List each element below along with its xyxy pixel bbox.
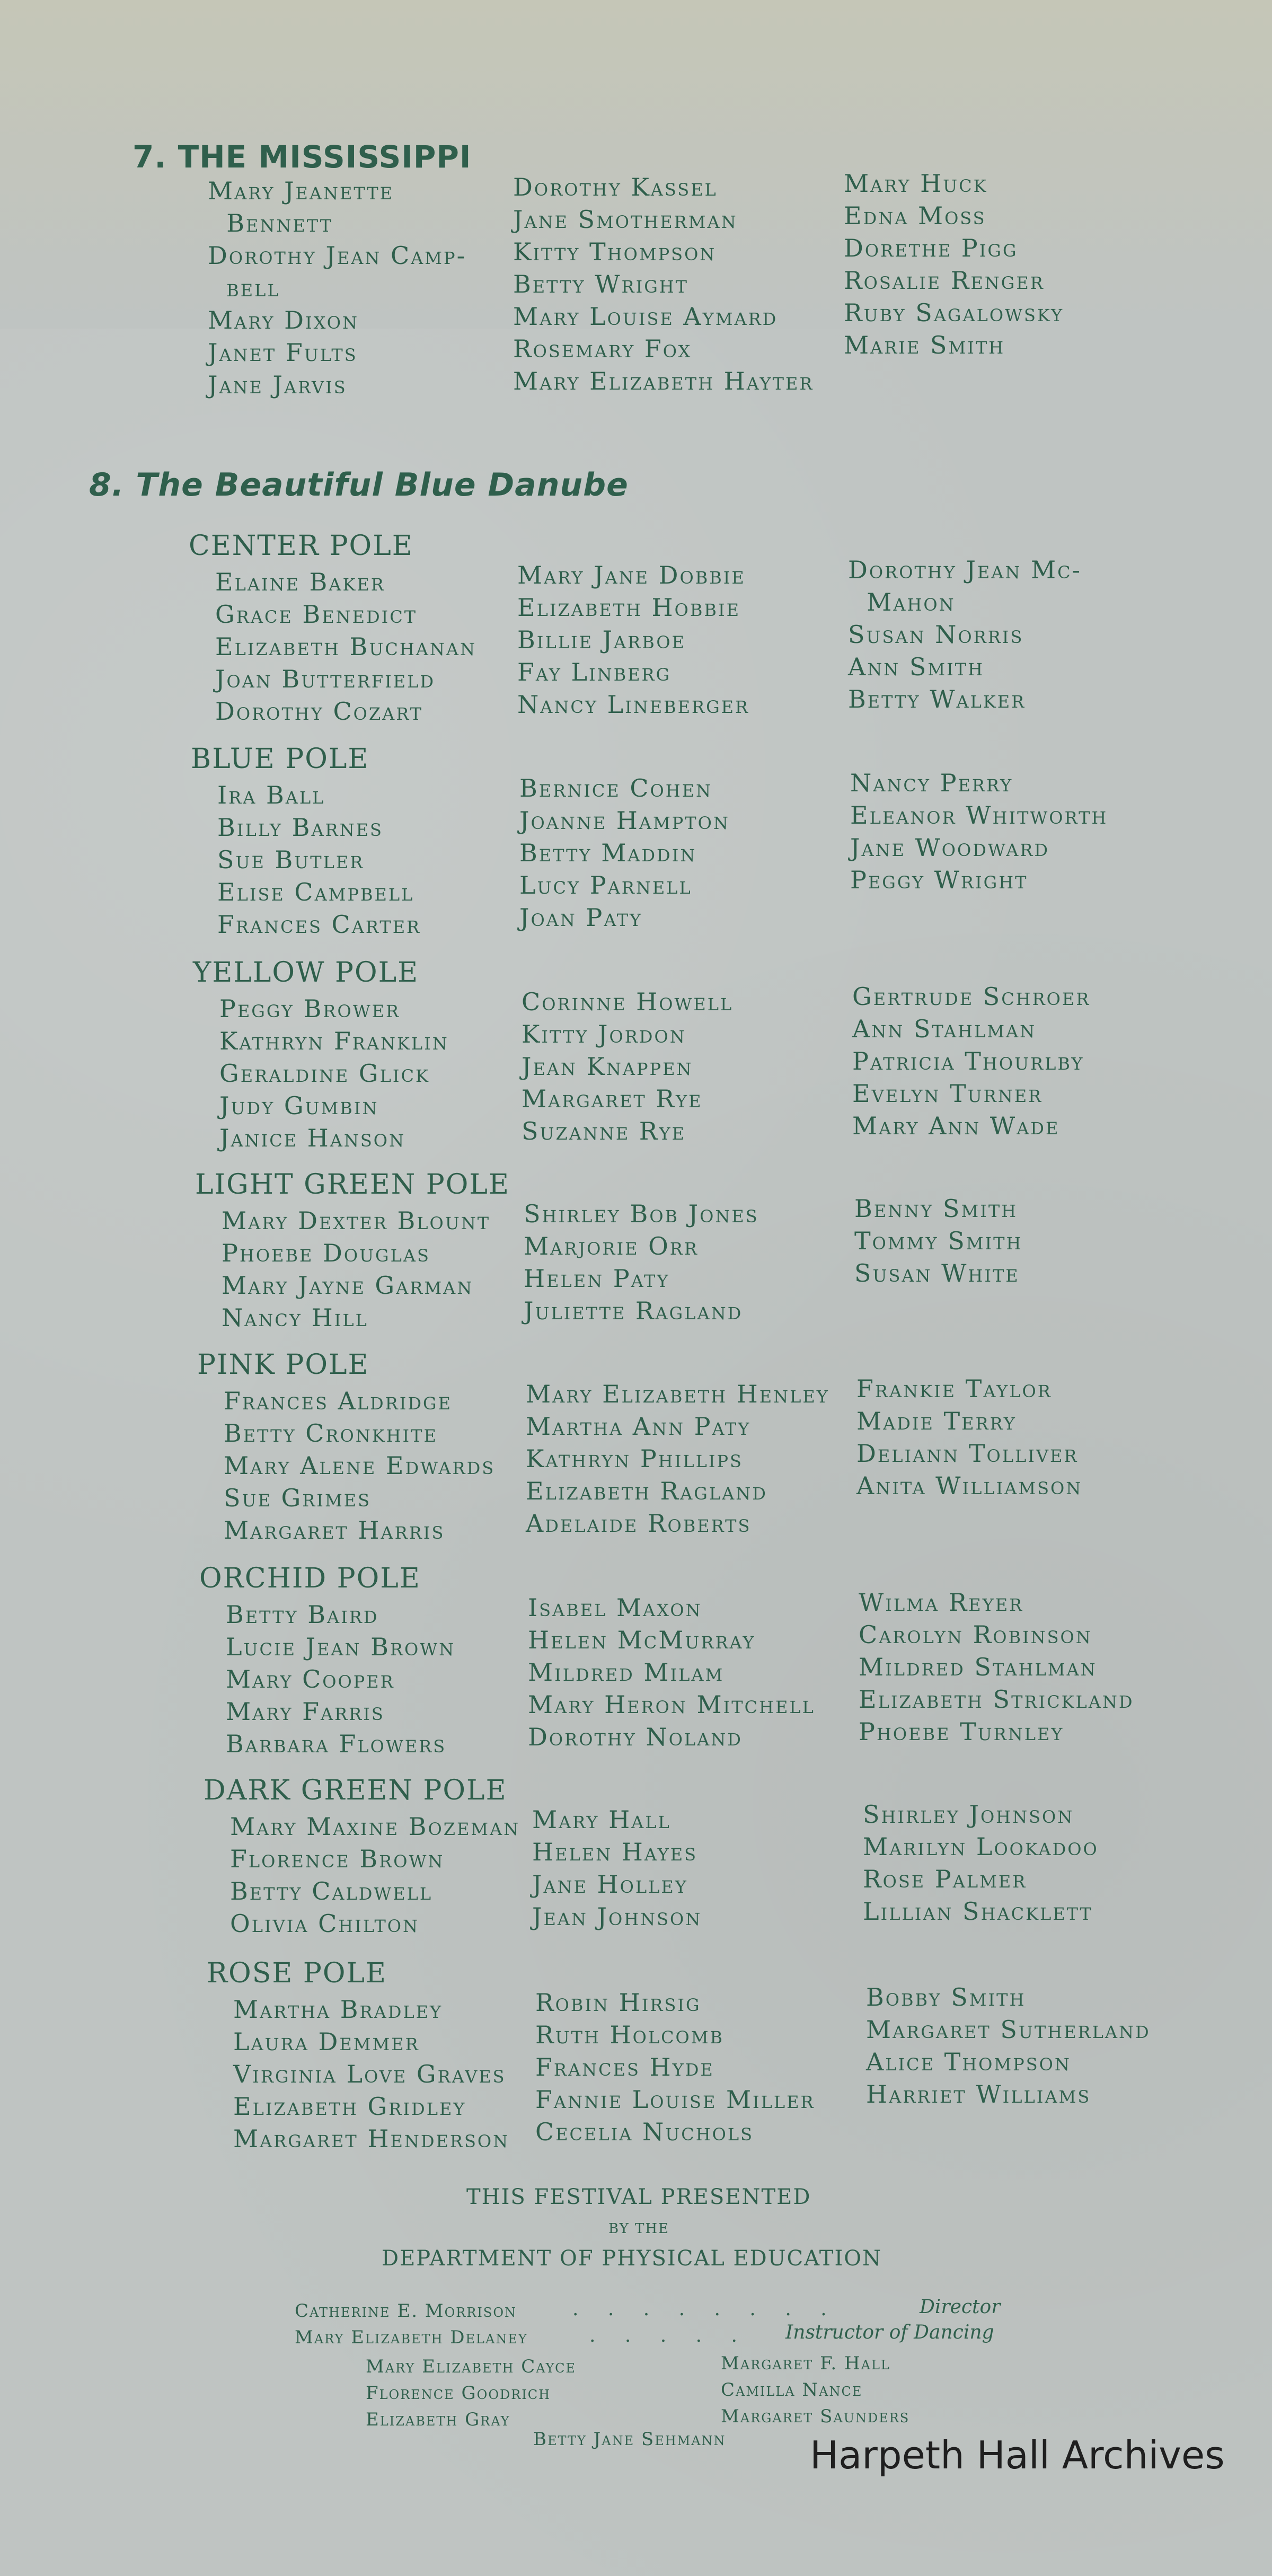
- staff-name: Mary Elizabeth Cayce: [366, 2356, 576, 2377]
- participant-name: Mildred Stahlman: [859, 1653, 1097, 1681]
- staff-name: Margaret F. Hall: [721, 2353, 890, 2374]
- participant-name: Nancy Perry: [850, 769, 1013, 797]
- participant-name: Mary Cooper: [226, 1665, 395, 1693]
- participant-name: Dorothy Cozart: [215, 697, 423, 726]
- archive-watermark: Harpeth Hall Archives: [810, 2433, 1225, 2477]
- participant-name: Betty Caldwell: [230, 1877, 433, 1905]
- participant-name: Mary Jeanette: [208, 177, 394, 205]
- participant-name: Dorothy Jean Camp-: [208, 241, 467, 270]
- section-7-title: 7. THE MISSISSIPPI: [132, 139, 472, 175]
- participant-name: Rosalie Renger: [844, 266, 1045, 295]
- pole-heading: CENTER POLE: [189, 530, 413, 562]
- participant-name: Kathryn Phillips: [526, 1444, 743, 1473]
- participant-name: Frances Carter: [217, 910, 421, 939]
- participant-name: Carolyn Robinson: [859, 1620, 1092, 1649]
- section-7-col-2: [513, 171, 814, 398]
- participant-name: Elizabeth Hobbie: [517, 593, 740, 622]
- participant-name: Kitty Jordon: [522, 1020, 686, 1048]
- participant-name: Bennett: [208, 209, 333, 237]
- participant-name: Mary Jane Dobbie: [517, 561, 746, 589]
- pole-heading: LIGHT GREEN POLE: [195, 1169, 510, 1201]
- staff-name: Elizabeth Gray: [366, 2409, 510, 2430]
- participant-name: Jean Johnson: [532, 1902, 702, 1931]
- participant-name: Elizabeth Gridley: [233, 2092, 466, 2121]
- participant-name: Deliann Tolliver: [856, 1439, 1079, 1468]
- participant-name: Jane Jarvis: [208, 370, 347, 399]
- participant-name: Robin Hirsig: [535, 1988, 701, 2017]
- participant-name: Mildred Milam: [528, 1658, 725, 1687]
- participant-name: Margaret Harris: [224, 1516, 445, 1545]
- participant-name: Mary Alene Edwards: [224, 1451, 496, 1480]
- participant-name: Susan White: [854, 1259, 1020, 1287]
- participant-name: Mary Jayne Garman: [222, 1271, 474, 1300]
- participant-name: Virginia Love Graves: [233, 2060, 506, 2088]
- participant-name: Helen McMurray: [528, 1626, 756, 1654]
- pole-column: [224, 1385, 495, 1547]
- participant-name: Jane Woodward: [850, 833, 1050, 862]
- staff-right-column: [721, 2350, 909, 2430]
- participant-name: Mary Maxine Bozeman: [230, 1812, 520, 1841]
- participant-name: Nancy Hill: [222, 1303, 368, 1332]
- participant-name: Elizabeth Strickland: [859, 1685, 1134, 1714]
- participant-name: Mary Dixon: [208, 306, 359, 334]
- instructor-name: Mary Elizabeth Delaney: [295, 2327, 528, 2348]
- participant-name: Margaret Sutherland: [866, 2015, 1151, 2044]
- participant-name: Wilma Reyer: [859, 1588, 1024, 1617]
- participant-name: Dorethe Pigg: [844, 234, 1018, 262]
- participant-name: Betty Baird: [226, 1600, 379, 1629]
- participant-name: Rose Palmer: [863, 1865, 1027, 1893]
- participant-name: Elizabeth Ragland: [526, 1477, 767, 1505]
- pole-column: [863, 1798, 1099, 1928]
- participant-name: Marie Smith: [844, 331, 1005, 359]
- participant-name: Sue Butler: [217, 845, 365, 874]
- participant-name: Lillian Shacklett: [863, 1897, 1093, 1926]
- director-title: Director: [920, 2296, 1001, 2318]
- participant-name: Mary Elizabeth Henley: [526, 1380, 829, 1408]
- pole-column: [517, 559, 749, 721]
- participant-name: Olivia Chilton: [230, 1909, 420, 1938]
- participant-name: Harriet Williams: [866, 2080, 1091, 2109]
- participant-name: Elizabeth Buchanan: [215, 632, 476, 661]
- participant-name: Mary Elizabeth Hayter: [513, 367, 814, 395]
- participant-name: Mary Huck: [844, 169, 988, 198]
- participant-name: Alice Thompson: [866, 2048, 1071, 2076]
- instructor-leader-dots: . . . . .: [589, 2325, 749, 2346]
- participant-name: Peggy Brower: [219, 994, 401, 1023]
- participant-name: Tommy Smith: [854, 1227, 1023, 1255]
- pole-column: [852, 981, 1090, 1142]
- participant-name: Lucy Parnell: [519, 871, 692, 899]
- instructor-title: Instructor of Dancing: [785, 2322, 994, 2343]
- director-name: Catherine E. Morrison: [295, 2300, 517, 2322]
- participant-name: Ruth Holcomb: [535, 2021, 725, 2049]
- participant-name: Isabel Maxon: [528, 1593, 702, 1622]
- participant-name: Ira Ball: [217, 781, 325, 809]
- footer-line-2: BY THE: [608, 2221, 670, 2237]
- pole-column: [850, 767, 1108, 896]
- participant-name: Elise Campbell: [217, 878, 414, 906]
- pole-heading: PINK POLE: [197, 1349, 369, 1381]
- participant-name: Grace Benedict: [215, 600, 418, 629]
- participant-name: Phoebe Turnley: [859, 1717, 1064, 1746]
- participant-name: Eleanor Whitworth: [850, 801, 1108, 830]
- participant-name: Ann Stahlman: [852, 1014, 1037, 1043]
- participant-name: Dorothy Kassel: [513, 173, 718, 201]
- participant-name: Billy Barnes: [217, 813, 383, 842]
- participant-name: Suzanne Rye: [522, 1117, 686, 1145]
- participant-name: Mary Heron Mitchell: [528, 1690, 815, 1719]
- participant-name: Betty Walker: [848, 685, 1026, 713]
- participant-name: Barbara Flowers: [226, 1730, 447, 1758]
- participant-name: Corinne Howell: [522, 987, 734, 1016]
- participant-name: Juliette Ragland: [524, 1296, 743, 1325]
- participant-name: Jane Holley: [532, 1870, 688, 1899]
- pole-column: [524, 1198, 759, 1327]
- pole-column: [219, 993, 449, 1154]
- participant-name: Anita Williamson: [856, 1471, 1083, 1500]
- participant-name: Margaret Henderson: [233, 2124, 510, 2153]
- participant-name: Elaine Baker: [215, 568, 385, 596]
- pole-column: [215, 566, 476, 728]
- participant-name: Benny Smith: [854, 1194, 1018, 1223]
- pole-column: [532, 1804, 702, 1933]
- participant-name: Judy Gumbin: [219, 1091, 379, 1120]
- pole-column: [866, 1981, 1151, 2111]
- pole-column: [859, 1586, 1134, 1748]
- participant-name: Nancy Lineberger: [517, 690, 750, 719]
- section-7-col-3: [844, 167, 1064, 361]
- pole-column: [217, 779, 421, 941]
- participant-name: Frances Hyde: [535, 2053, 714, 2081]
- participant-name: Frances Aldridge: [224, 1387, 452, 1415]
- participant-name: bell: [208, 274, 280, 302]
- participant-name: Martha Bradley: [233, 1995, 443, 2024]
- pole-column: [856, 1373, 1082, 1502]
- participant-name: Helen Hayes: [532, 1838, 698, 1866]
- participant-name: Madie Terry: [856, 1407, 1017, 1435]
- footer-line-1: THIS FESTIVAL PRESENTED: [466, 2185, 811, 2209]
- participant-name: Billie Jarboe: [517, 625, 686, 654]
- pole-heading: ORCHID POLE: [199, 1563, 421, 1594]
- pole-column: [535, 1987, 815, 2148]
- participant-name: Cecelia Nuchols: [535, 2118, 754, 2146]
- participant-name: Geraldine Glick: [219, 1059, 430, 1088]
- participant-name: Kathryn Franklin: [219, 1027, 449, 1055]
- pole-column: [519, 772, 730, 934]
- participant-name: Fay Linberg: [517, 658, 672, 686]
- director-leader-dots: . . . . . . . .: [572, 2298, 838, 2320]
- staff-name: Florence Goodrich: [366, 2383, 551, 2404]
- participant-name: Ruby Sagalowsky: [844, 298, 1064, 327]
- participant-name: Mary Farris: [226, 1697, 385, 1726]
- pole-column: [233, 1993, 509, 2155]
- participant-name: Gertrude Schroer: [852, 982, 1091, 1011]
- staff-name: Camilla Nance: [721, 2379, 863, 2401]
- section-8-title: 8. The Beautiful Blue Danube: [89, 466, 629, 504]
- participant-name: Betty Wright: [513, 270, 689, 298]
- participant-name: Laura Demmer: [233, 2027, 420, 2056]
- participant-name: Bernice Cohen: [519, 774, 713, 802]
- participant-name: Janet Fults: [208, 338, 358, 367]
- participant-name: Mahon: [848, 588, 956, 616]
- participant-name: Helen Paty: [524, 1264, 670, 1293]
- pole-column: [230, 1811, 520, 1940]
- participant-name: Janice Hanson: [219, 1124, 406, 1152]
- participant-name: Jane Smotherman: [513, 205, 738, 234]
- pole-heading: BLUE POLE: [191, 743, 369, 775]
- participant-name: Marjorie Orr: [524, 1232, 699, 1260]
- participant-name: Fannie Louise Miller: [535, 2085, 815, 2114]
- participant-name: Jean Knappen: [522, 1052, 693, 1081]
- participant-name: Mary Ann Wade: [852, 1111, 1060, 1140]
- participant-name: Mary Louise Aymard: [513, 302, 778, 331]
- participant-name: Mary Hall: [532, 1805, 671, 1834]
- participant-name: Phoebe Douglas: [222, 1239, 430, 1267]
- pole-column: [854, 1193, 1022, 1290]
- staff-left-column: [366, 2353, 576, 2433]
- participant-name: Marilyn Lookadoo: [863, 1832, 1099, 1861]
- participant-name: Bobby Smith: [866, 1983, 1026, 2012]
- participant-name: Margaret Rye: [522, 1084, 703, 1113]
- participant-name: Peggy Wright: [850, 866, 1028, 894]
- participant-name: Shirley Johnson: [863, 1800, 1074, 1829]
- footer-line-3: DEPARTMENT OF PHYSICAL EDUCATION: [382, 2246, 882, 2271]
- pole-column: [522, 986, 733, 1148]
- pole-column: [526, 1378, 829, 1540]
- participant-name: Betty Maddin: [519, 839, 697, 867]
- pole-column: [848, 554, 1082, 716]
- participant-name: Rosemary Fox: [513, 334, 692, 363]
- participant-name: Edna Moss: [844, 201, 986, 230]
- participant-name: Ann Smith: [848, 652, 985, 681]
- pole-column: [222, 1205, 490, 1334]
- pole-heading: DARK GREEN POLE: [204, 1775, 507, 1806]
- participant-name: Dorothy Jean Mc-: [848, 555, 1082, 584]
- participant-name: Sue Grimes: [224, 1484, 371, 1512]
- participant-name: Joan Butterfield: [215, 665, 436, 693]
- participant-name: Shirley Bob Jones: [524, 1199, 759, 1228]
- pole-column: [226, 1599, 455, 1760]
- participant-name: Joanne Hampton: [519, 806, 730, 835]
- participant-name: Joan Paty: [519, 903, 643, 932]
- participant-name: Adelaide Roberts: [526, 1509, 752, 1538]
- section-7-col-1: [208, 175, 466, 401]
- participant-name: Mary Dexter Blount: [222, 1206, 491, 1235]
- participant-name: Evelyn Turner: [852, 1079, 1043, 1108]
- participant-name: Florence Brown: [230, 1845, 445, 1873]
- staff-last: Betty Jane Sehmann: [533, 2429, 726, 2450]
- pole-heading: YELLOW POLE: [193, 957, 419, 989]
- pole-column: [528, 1592, 815, 1753]
- staff-name: Margaret Saunders: [721, 2406, 910, 2427]
- participant-name: Lucie Jean Brown: [226, 1633, 456, 1661]
- participant-name: Martha Ann Paty: [526, 1412, 751, 1441]
- participant-name: Patricia Thourlby: [852, 1047, 1084, 1075]
- participant-name: Kitty Thompson: [513, 237, 717, 266]
- participant-name: Dorothy Noland: [528, 1723, 743, 1751]
- participant-name: Frankie Taylor: [856, 1374, 1052, 1403]
- pole-heading: ROSE POLE: [207, 1957, 387, 1989]
- participant-name: Betty Cronkhite: [224, 1419, 438, 1448]
- participant-name: Susan Norris: [848, 620, 1024, 649]
